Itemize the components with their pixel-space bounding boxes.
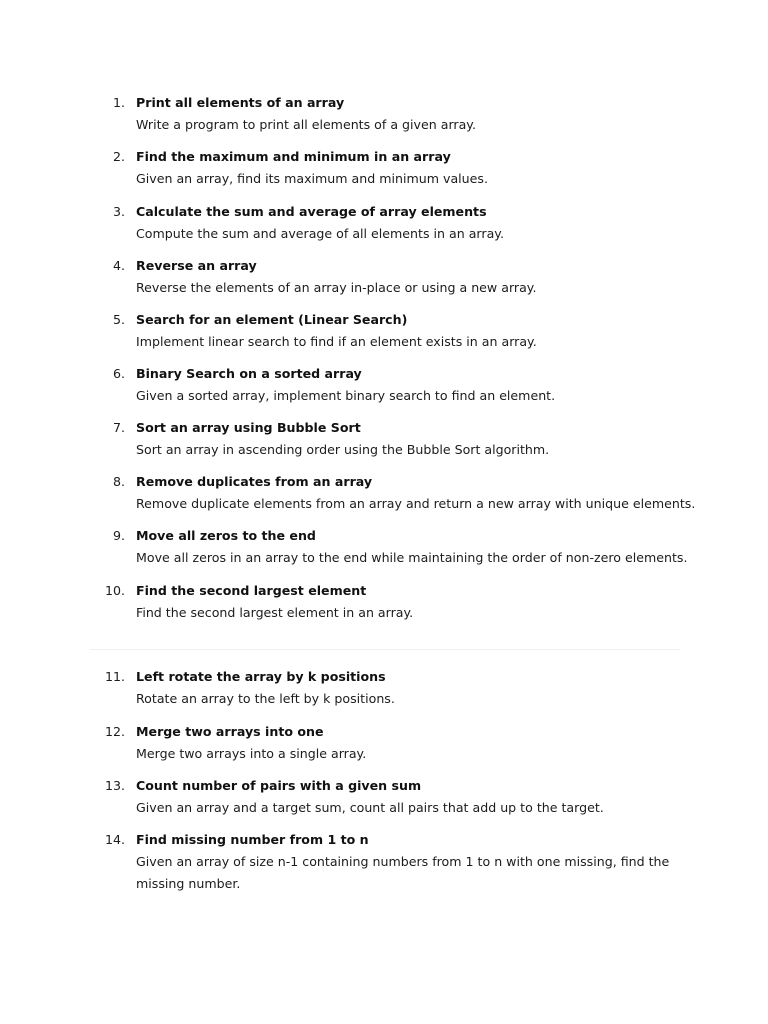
section-divider: [90, 649, 680, 650]
item-number: 13.: [104, 778, 125, 793]
item-number: 14.: [104, 832, 125, 847]
item-title: Print all elements of an array: [136, 95, 345, 110]
item-title: Find the maximum and minimum in an array: [136, 149, 451, 164]
item-title: Remove duplicates from an array: [136, 474, 373, 489]
item-description: Given an array, find its maximum and minimum values.: [136, 171, 488, 186]
item-description: Rotate an array to the left by k positions.: [136, 691, 395, 706]
item-description: Given an array and a target sum, count all pairs that add up to the target.: [136, 800, 604, 815]
item-number: 4.: [112, 258, 125, 273]
item-description: Reverse the elements of an array in-place or using a new array.: [136, 280, 537, 295]
item-title: Calculate the sum and average of array elements: [136, 204, 487, 219]
item-description: Find the second largest element in an array.: [136, 605, 414, 620]
item-title: Find missing number from 1 to n: [136, 832, 369, 847]
item-description: Given an array of size n-1 containing numbers from 1 to n with one missing, find the missing number.: [136, 854, 670, 891]
item-description: Given a sorted array, implement binary search to find an element.: [136, 388, 556, 403]
item-number: 10.: [104, 583, 125, 598]
item-title: Binary Search on a sorted array: [136, 366, 362, 381]
item-description: Write a program to print all elements of a given array.: [136, 117, 476, 132]
item-number: 7.: [112, 420, 125, 435]
item-description: Compute the sum and average of all elements in an array.: [136, 226, 504, 241]
item-number: 2.: [112, 149, 125, 164]
item-title: Count number of pairs with a given sum: [136, 778, 422, 793]
item-number: 6.: [112, 366, 125, 381]
item-number: 9.: [112, 528, 125, 543]
item-description: Merge two arrays into a single array.: [136, 746, 367, 761]
item-title: Sort an array using Bubble Sort: [136, 420, 361, 435]
item-description: Implement linear search to find if an element exists in an array.: [136, 334, 537, 349]
item-title: Move all zeros to the end: [136, 528, 316, 543]
item-number: 5.: [112, 312, 125, 327]
item-description: Move all zeros in an array to the end while maintaining the order of non-zero elements.: [136, 550, 688, 565]
item-description: Remove duplicate elements from an array and return a new array with unique elements.: [136, 496, 696, 511]
item-title: Find the second largest element: [136, 583, 367, 598]
item-title: Merge two arrays into one: [136, 724, 324, 739]
item-number: 11.: [104, 669, 125, 684]
item-title: Reverse an array: [136, 258, 257, 273]
item-title: Search for an element (Linear Search): [136, 312, 408, 327]
item-title: Left rotate the array by k positions: [136, 669, 386, 684]
item-description: Sort an array in ascending order using the Bubble Sort algorithm.: [136, 442, 550, 457]
item-number: 3.: [112, 204, 125, 219]
item-number: 12.: [104, 724, 125, 739]
item-number: 1.: [112, 95, 125, 110]
item-number: 8.: [112, 474, 125, 489]
